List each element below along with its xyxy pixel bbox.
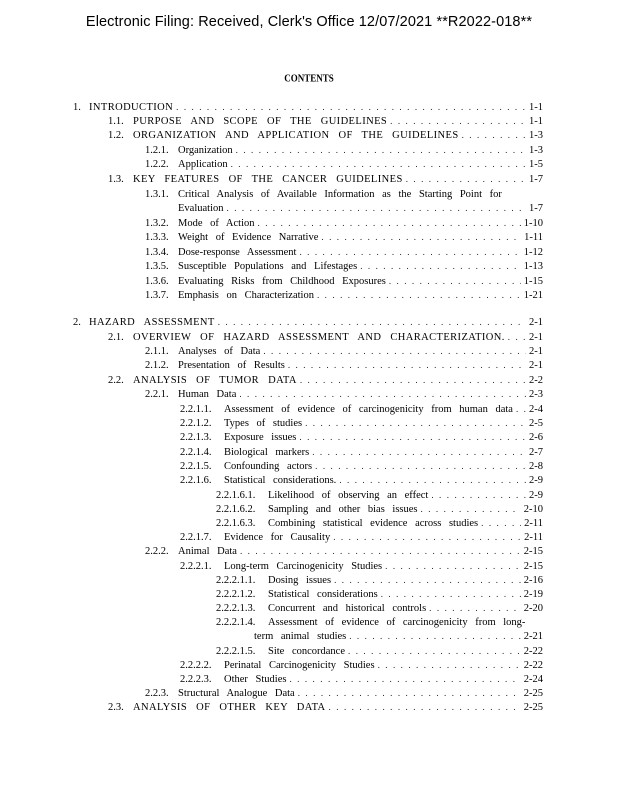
toc-entry[interactable] <box>216 645 543 658</box>
toc-leader <box>236 144 526 157</box>
toc-page: 1-15 <box>523 276 543 287</box>
toc-number: 2.2.1. <box>145 389 169 400</box>
toc-leader <box>381 588 521 601</box>
toc-entry[interactable] <box>180 659 543 672</box>
toc-leader <box>298 687 521 700</box>
toc-entry[interactable] <box>180 560 543 573</box>
toc-title: Biological markers <box>224 447 310 458</box>
toc-page: 1-1 <box>529 102 543 113</box>
toc-leader <box>481 517 521 530</box>
toc-entry[interactable] <box>180 474 543 487</box>
toc-page: 2-1 <box>529 332 543 343</box>
toc-number: 1.3. <box>108 174 124 185</box>
toc-leader <box>508 331 526 344</box>
toc-title: Dose-response Assessment <box>178 247 297 258</box>
toc-page: 2-7 <box>529 447 543 458</box>
toc-number: 1.2.2. <box>145 159 169 170</box>
toc-leader <box>263 345 526 358</box>
toc-entry[interactable] <box>145 345 543 358</box>
toc-page: 1-12 <box>523 247 543 258</box>
toc-leader <box>516 403 526 416</box>
toc-title: Long-term Carcinogenicity Studies <box>224 561 383 572</box>
toc-leader <box>360 260 521 273</box>
toc-leader <box>299 246 520 259</box>
toc-title: ANALYSIS OF TUMOR DATA <box>133 375 297 386</box>
toc-page: 2-6 <box>529 432 543 443</box>
toc-entry[interactable] <box>180 417 543 430</box>
toc-leader <box>390 115 526 128</box>
toc-number: 2.2.1.7. <box>180 532 212 543</box>
toc-title: PURPOSE AND SCOPE OF THE GUIDELINES <box>133 116 388 127</box>
toc-entry[interactable] <box>145 231 543 244</box>
toc-leader <box>231 158 526 171</box>
toc-page: 2-4 <box>529 404 543 415</box>
toc-title: Assessment of evidence of carcinogenicity from long- <box>268 617 526 628</box>
toc-page: 2-9 <box>529 475 543 486</box>
toc-title: Assessment of evidence of carcinogenicity from human data <box>224 404 513 415</box>
toc-entry[interactable] <box>108 173 543 186</box>
toc-number: 2.2.2.1.4. <box>216 617 256 628</box>
toc-title: Concurrent and historical controls <box>268 603 427 614</box>
toc-entry[interactable] <box>180 431 543 444</box>
toc-page: 2-5 <box>529 418 543 429</box>
toc-entry[interactable] <box>108 374 543 387</box>
toc-number: 2.2.1.6.3. <box>216 518 256 529</box>
toc-page: 2-15 <box>523 546 543 557</box>
toc-number: 1.2.1. <box>145 145 169 156</box>
toc-title: Mode of Action <box>178 218 255 229</box>
toc-number: 2.2.2.1.1. <box>216 575 256 586</box>
toc-entry[interactable] <box>180 531 543 544</box>
toc-entry[interactable] <box>145 388 543 401</box>
toc-entry[interactable] <box>216 489 543 502</box>
toc-leader <box>339 474 526 487</box>
toc-title: Evaluating Risks from Childhood Exposures <box>178 276 386 287</box>
toc-leader <box>305 417 526 430</box>
toc-leader <box>349 630 521 643</box>
toc-number: 2.2.2.1.5. <box>216 646 256 657</box>
toc-number: 1.2. <box>108 130 124 141</box>
toc-leader <box>389 275 521 288</box>
toc-number: 2. <box>73 317 81 328</box>
toc-entry[interactable] <box>145 246 543 259</box>
toc-leader <box>300 374 526 387</box>
toc-title: ORGANIZATION AND APPLICATION OF THE GUIDELINES <box>133 130 459 141</box>
toc-title: Weight of Evidence Narrative <box>178 232 319 243</box>
toc-leader <box>431 489 526 502</box>
toc-leader <box>288 359 526 372</box>
toc-leader <box>321 231 521 244</box>
toc-number: 2.2.1.6.2. <box>216 504 256 515</box>
toc-number: 2.2.3. <box>145 688 169 699</box>
toc-page: 2-3 <box>529 389 543 400</box>
toc-page: 2-19 <box>523 589 543 600</box>
toc-number: 1.3.6. <box>145 276 169 287</box>
toc-page: 1-7 <box>529 174 543 185</box>
toc-page: 2-21 <box>523 631 543 642</box>
toc-leader <box>176 101 526 114</box>
toc-leader <box>334 574 521 587</box>
toc-leader <box>227 202 527 215</box>
toc-entry[interactable] <box>180 403 543 416</box>
toc-title: Combining statistical evidence across studies <box>268 518 479 529</box>
toc-entry[interactable] <box>145 188 543 201</box>
toc-title: Confounding actors <box>224 461 313 472</box>
toc-page: 2-16 <box>523 575 543 586</box>
toc-title: ANALYSIS OF OTHER KEY DATA <box>133 702 326 713</box>
toc-page: 2-1 <box>529 360 543 371</box>
contents-title: CONTENTS <box>284 72 334 84</box>
toc-title: Structural Analogue Data <box>178 688 295 699</box>
toc-entry[interactable] <box>108 701 543 714</box>
toc-entry[interactable] <box>145 687 543 700</box>
toc-page: 1-7 <box>529 203 543 214</box>
toc-number: 2.3. <box>108 702 124 713</box>
toc-leader <box>240 545 521 558</box>
toc-title: Presentation of Results <box>178 360 285 371</box>
toc-leader <box>317 289 521 302</box>
toc-page: 2-2 <box>529 375 543 386</box>
toc-title: term animal studies <box>254 631 347 642</box>
toc-number: 1.3.5. <box>145 261 169 272</box>
toc-page: 1-13 <box>523 261 543 272</box>
toc-title: Exposure issues <box>224 432 297 443</box>
toc-leader <box>333 531 521 544</box>
toc-page: 2-11 <box>524 532 543 543</box>
toc-entry[interactable] <box>216 616 543 629</box>
toc-entry[interactable] <box>108 129 543 142</box>
toc-number: 2.2.2.1. <box>180 561 212 572</box>
toc-title: INTRODUCTION <box>89 102 174 113</box>
toc-page: 1-1 <box>529 116 543 127</box>
toc-number: 1. <box>73 102 81 113</box>
toc-number: 2.2. <box>108 375 124 386</box>
toc-entry[interactable] <box>145 217 543 230</box>
toc-page: 1-11 <box>524 232 543 243</box>
toc-leader <box>258 217 521 230</box>
toc-page: 2-22 <box>523 646 543 657</box>
toc-number: 2.2.1.6.1. <box>216 490 256 501</box>
toc-page: 1-5 <box>529 159 543 170</box>
toc-title: Animal Data <box>178 546 237 557</box>
toc-page: 2-25 <box>523 702 543 713</box>
toc-title: Likelihood of observing an effect <box>268 490 429 501</box>
toc-number: 1.3.1. <box>145 189 169 200</box>
toc-title: Evidence for Causality <box>224 532 331 543</box>
toc-title: Human Data <box>178 389 237 400</box>
toc-number: 2.1. <box>108 332 124 343</box>
toc-title: Sampling and other bias issues <box>268 504 418 515</box>
toc-title: HAZARD ASSESSMENT <box>89 317 215 328</box>
toc-number: 1.3.3. <box>145 232 169 243</box>
toc-leader <box>348 645 521 658</box>
toc-number: 2.2.1.4. <box>180 447 212 458</box>
toc-page: 1-10 <box>523 218 543 229</box>
toc-leader <box>239 388 526 401</box>
toc-entry[interactable] <box>216 517 543 530</box>
toc-page: 2-8 <box>529 461 543 472</box>
toc-number: 2.2.2. <box>145 546 169 557</box>
toc-entry[interactable] <box>145 275 543 288</box>
toc-number: 2.1.1. <box>145 346 169 357</box>
toc-leader <box>462 129 526 142</box>
toc-page: 2-20 <box>523 603 543 614</box>
toc-title: Site concordance <box>268 646 346 657</box>
toc-leader <box>378 659 521 672</box>
toc-leader <box>406 173 526 186</box>
toc-title: Types of studies <box>224 418 303 429</box>
toc-title: Critical Analysis of Available Information as the Starting Point for <box>178 189 502 200</box>
toc-entry[interactable] <box>145 260 543 273</box>
toc-entry[interactable] <box>73 316 543 329</box>
toc-leader <box>289 673 520 686</box>
toc-title: Evaluation <box>178 203 224 214</box>
toc-leader <box>421 503 521 516</box>
toc-title: Organization <box>178 145 233 156</box>
toc-number: 2.2.2.1.2. <box>216 589 256 600</box>
toc-page: 1-21 <box>523 290 543 301</box>
toc-title: Perinatal Carcinogenicity Studies <box>224 660 375 671</box>
toc-page: 1-3 <box>529 130 543 141</box>
toc-entry[interactable] <box>145 545 543 558</box>
toc-page: 2-11 <box>524 518 543 529</box>
toc-title: Susceptible Populations and Lifestages <box>178 261 358 272</box>
toc-entry[interactable] <box>216 602 543 615</box>
toc-entry[interactable] <box>216 588 543 601</box>
toc-entry[interactable] <box>216 574 543 587</box>
toc-number: 1.3.7. <box>145 290 169 301</box>
toc-entry[interactable] <box>180 446 543 459</box>
toc-entry[interactable] <box>108 331 543 344</box>
toc-page: 2-9 <box>529 490 543 501</box>
toc-entry[interactable] <box>180 460 543 473</box>
toc-number: 1.1. <box>108 116 124 127</box>
toc-number: 2.1.2. <box>145 360 169 371</box>
toc-number: 2.2.1.5. <box>180 461 212 472</box>
toc-entry[interactable] <box>108 115 543 128</box>
toc-entry[interactable] <box>178 202 543 215</box>
toc-page: 1-3 <box>529 145 543 156</box>
toc-entry[interactable] <box>145 289 543 302</box>
toc-page: 2-1 <box>529 317 543 328</box>
toc-leader <box>385 560 521 573</box>
toc-title: Analyses of Data <box>178 346 261 357</box>
toc-entry[interactable] <box>145 144 543 157</box>
toc-number: 2.2.2.3. <box>180 674 212 685</box>
toc-number: 2.2.2.2. <box>180 660 212 671</box>
toc-page: 2-24 <box>523 674 543 685</box>
toc-entry[interactable] <box>180 673 543 686</box>
toc-page: 2-25 <box>523 688 543 699</box>
toc-title: KEY FEATURES OF THE CANCER GUIDELINES <box>133 174 403 185</box>
toc-number: 2.2.1.2. <box>180 418 212 429</box>
toc-number: 2.2.1.6. <box>180 475 212 486</box>
toc-number: 2.2.1.1. <box>180 404 212 415</box>
toc-leader <box>329 701 521 714</box>
toc-leader <box>315 460 526 473</box>
toc-leader <box>299 431 526 444</box>
toc-number: 2.2.1.3. <box>180 432 212 443</box>
toc-title: Other Studies <box>224 674 287 685</box>
toc-page: 2-15 <box>523 561 543 572</box>
toc-title: Application <box>178 159 228 170</box>
toc-entry[interactable] <box>145 158 543 171</box>
toc-number: 2.2.2.1.3. <box>216 603 256 614</box>
toc-title: OVERVIEW OF HAZARD ASSESSMENT AND CHARACTERIZATION. <box>133 332 505 343</box>
toc-entry[interactable] <box>73 101 543 114</box>
toc-page: 2-22 <box>523 660 543 671</box>
toc-number: 1.3.2. <box>145 218 169 229</box>
filing-header: Electronic Filing: Received, Clerk's Office 12/07/2021 **R2022-018** <box>85 14 533 30</box>
toc-entry[interactable] <box>216 503 543 516</box>
toc-entry[interactable] <box>145 359 543 372</box>
toc-page: 2-1 <box>529 346 543 357</box>
toc-leader <box>429 602 521 615</box>
toc-leader <box>218 316 526 329</box>
toc-page: 2-10 <box>523 504 543 515</box>
toc-number: 1.3.4. <box>145 247 169 258</box>
toc-title: Dosing issues <box>268 575 332 586</box>
toc-title: Statistical considerations <box>268 589 378 600</box>
toc-title: Statistical considerations. <box>224 475 337 486</box>
toc-title: Emphasis on Characterization <box>178 290 314 301</box>
toc-leader <box>312 446 526 459</box>
toc-entry[interactable] <box>254 630 543 643</box>
